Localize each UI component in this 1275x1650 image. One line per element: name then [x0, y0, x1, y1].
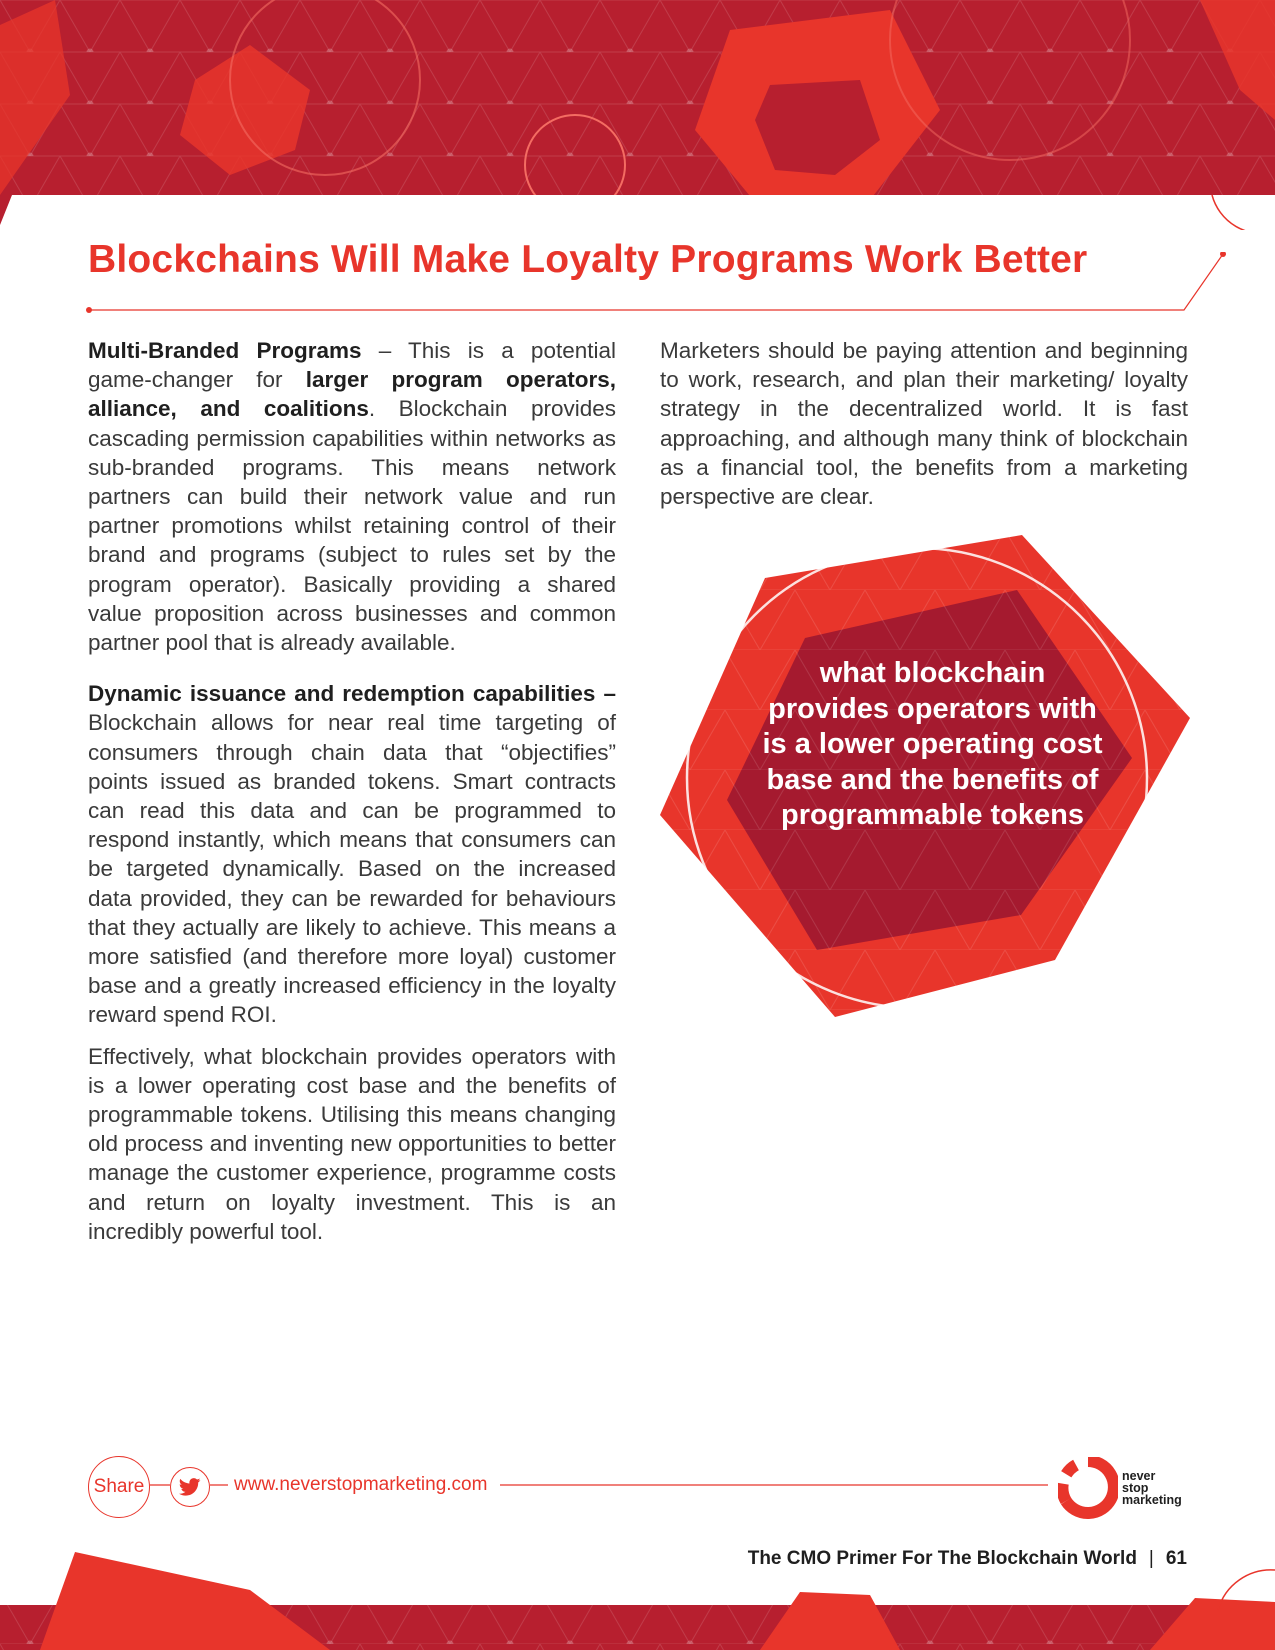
- page-title: Blockchains Will Make Loyalty Programs Work Better: [88, 238, 1088, 281]
- text-segment: – This is a potential game-changer for: [88, 338, 617, 393]
- publication-title: The CMO Primer For The Blockchain World: [747, 1548, 1137, 1569]
- right-column: [660, 336, 1188, 533]
- paragraph-effectively: Effectively, what blockchain provides operators with is a lower operating cost base and the benefits of programmable tokens. Utilising this means changing old process and inventing new opportunities to better manage the customer experience, programme costs and return on loyalty investment. This is an incredibly powerful tool.: [88, 1043, 616, 1244]
- never-stop-marketing-logo-icon: [1058, 1457, 1118, 1519]
- text-segment: . Blockchain provides cascading permission capabilities within networks as sub-branded programs. This means network partners can build their network value and run partner promotions whilst retaining control of their brand and programs (subject to rules set by the program operator). Basically providing a shared value proposition across businesses and common partner pool that is already available.: [88, 396, 616, 656]
- share-button[interactable]: [88, 1456, 150, 1518]
- text-segment: Blockchain allows for near real time targeting of consumers through chain data that “objectifies” points issued as branded tokens. Smart contracts can read this data and can be programmed to respond instantly, which means that consumers can be targeted dynamically. Based on the increased data provided, they can be rewarded for behaviours that they actually are likely to achieve. This means a more satisfied (and therefore more loyal) customer base and a greatly increased efficiency in the loyalty reward spend ROI.: [88, 710, 616, 1028]
- bold-operators: larger program operators, alliance, and coalitions: [88, 367, 616, 422]
- logo-wordmark: [1122, 1470, 1182, 1506]
- lead-dynamic-issuance: Dynamic issuance and redemption capabilities –: [88, 681, 616, 707]
- logo-line-stop: stop: [1122, 1481, 1149, 1495]
- pull-quote-text: what blockchain provides operators with is a lower operating cost base and the benefits of programmable tokens: [762, 657, 1103, 831]
- website-link[interactable]: www.neverstopmarketing.com: [232, 1474, 493, 1496]
- paragraph-marketers: Marketers should be paying attention and beginning to work, research, and plan their marketing/ loyalty strategy in the decentralized world. It is fast approaching, and although many think of blockchain as a financial tool, the benefits from a marketing perspective are clear.: [660, 338, 1188, 510]
- page-number: 61: [1165, 1548, 1187, 1569]
- share-label: Share: [93, 1476, 145, 1497]
- twitter-icon: [179, 1478, 201, 1496]
- logo-line-never: never: [1122, 1469, 1156, 1483]
- header-banner: [0, 0, 1275, 230]
- twitter-share-button[interactable]: [170, 1467, 210, 1507]
- left-column: [88, 336, 616, 1268]
- lead-multi-branded: Multi-Branded Programs: [88, 338, 362, 363]
- publication-credit: [748, 1548, 1187, 1570]
- logo-line-marketing: marketing: [1122, 1493, 1182, 1507]
- credit-separator: |: [1148, 1548, 1154, 1569]
- paragraph-multi-branded: [88, 336, 616, 657]
- paragraph-dynamic-issuance: [88, 679, 616, 1029]
- title-underline: [86, 252, 1236, 322]
